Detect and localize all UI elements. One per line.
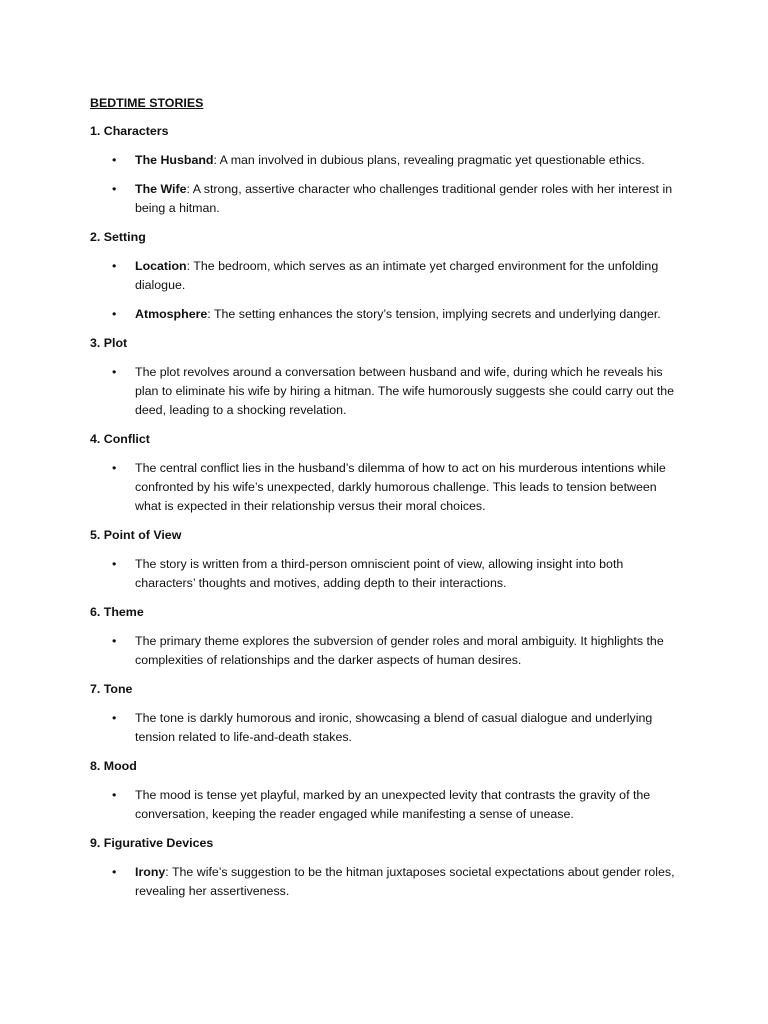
list-item: [90, 305, 675, 324]
section: [90, 334, 678, 420]
section-heading: 7. Tone: [90, 682, 133, 696]
item-text: : A strong, assertive character who challenges traditional gender roles with her interest in being a hitman.: [135, 182, 673, 215]
list-item: [90, 786, 675, 824]
bullet-list: [90, 257, 678, 324]
list-item: [90, 709, 675, 747]
bullet-dot-icon: •: [112, 182, 117, 196]
section: [90, 603, 678, 670]
section-heading: 6. Theme: [90, 605, 144, 619]
bullet-dot-icon: •: [112, 365, 117, 379]
section: [90, 680, 678, 747]
list-item: [90, 863, 675, 901]
section: [90, 526, 678, 593]
section: [90, 430, 678, 516]
section-heading: 4. Conflict: [90, 432, 150, 446]
section: [90, 834, 678, 901]
bullet-list: [90, 632, 678, 670]
list-item: [90, 632, 675, 670]
bullet-dot-icon: •: [112, 307, 117, 321]
list-item: [90, 180, 675, 218]
section-heading: 5. Point of View: [90, 528, 182, 542]
section-heading: 3. Plot: [90, 336, 128, 350]
item-text: The plot revolves around a conversation between husband and wife, during which he reveals his plan to eliminate his wife by hiring a hitman. The wife humorously suggests she could carry out the deed, leading to a shocking revelation.: [135, 365, 675, 417]
bullet-list: [90, 555, 678, 593]
item-text: The primary theme explores the subversion of gender roles and moral ambiguity. It highlights the complexities of relationships and the darker aspects of human desires.: [135, 634, 664, 667]
item-text: : The bedroom, which serves as an intimate yet charged environment for the unfolding dialogue.: [135, 259, 659, 292]
bullet-dot-icon: •: [112, 865, 117, 879]
list-item: [90, 257, 675, 295]
section: [90, 122, 678, 218]
bullet-dot-icon: •: [112, 557, 117, 571]
list-item: [90, 151, 675, 170]
bullet-dot-icon: •: [112, 634, 117, 648]
section-heading: 2. Setting: [90, 230, 146, 244]
bullet-dot-icon: •: [112, 788, 117, 802]
item-text: : The wife’s suggestion to be the hitman juxtaposes societal expectations about gender roles, revealing her assertiveness.: [135, 865, 675, 898]
bullet-list: [90, 863, 678, 901]
bullet-dot-icon: •: [112, 711, 117, 725]
item-term: The Husband: [135, 153, 214, 167]
bullet-list: [90, 363, 678, 420]
bullet-dot-icon: •: [112, 259, 117, 273]
bullet-list: [90, 459, 678, 516]
bullet-dot-icon: •: [112, 461, 117, 475]
item-text: The story is written from a third-person omniscient point of view, allowing insight into both characters’ thoughts and motives, adding depth to their interactions.: [135, 557, 624, 590]
item-term: The Wife: [135, 182, 187, 196]
section-heading: 9. Figurative Devices: [90, 836, 214, 850]
section: [90, 228, 678, 324]
item-term: Irony: [135, 865, 166, 879]
bullet-list: [90, 786, 678, 824]
document-title: BEDTIME STORIES: [90, 96, 204, 110]
bullet-dot-icon: •: [112, 153, 117, 167]
list-item: [90, 363, 675, 420]
bullet-list: [90, 709, 678, 747]
document-body: [90, 122, 678, 901]
list-item: [90, 459, 675, 516]
item-text: : A man involved in dubious plans, revealing pragmatic yet questionable ethics.: [213, 153, 645, 167]
item-term: Atmosphere: [135, 307, 208, 321]
item-text: The mood is tense yet playful, marked by an unexpected levity that contrasts the gravity of the conversation, keeping the reader engaged while manifesting a sense of unease.: [135, 788, 651, 821]
item-term: Location: [135, 259, 187, 273]
item-text: The central conflict lies in the husband’s dilemma of how to act on his murderous intentions while confronted by his wife’s unexpected, darkly humorous challenge. This leads to tension between what is expected in their relationship versus their moral choices.: [135, 461, 666, 513]
list-item: [90, 555, 675, 593]
item-text: : The setting enhances the story’s tension, implying secrets and underlying danger.: [207, 307, 661, 321]
bullet-list: [90, 151, 678, 218]
section-heading: 8. Mood: [90, 759, 137, 773]
item-text: The tone is darkly humorous and ironic, showcasing a blend of casual dialogue and underlying tension related to life-and-death stakes.: [135, 711, 653, 744]
section-heading: 1. Characters: [90, 124, 169, 138]
section: [90, 757, 678, 824]
